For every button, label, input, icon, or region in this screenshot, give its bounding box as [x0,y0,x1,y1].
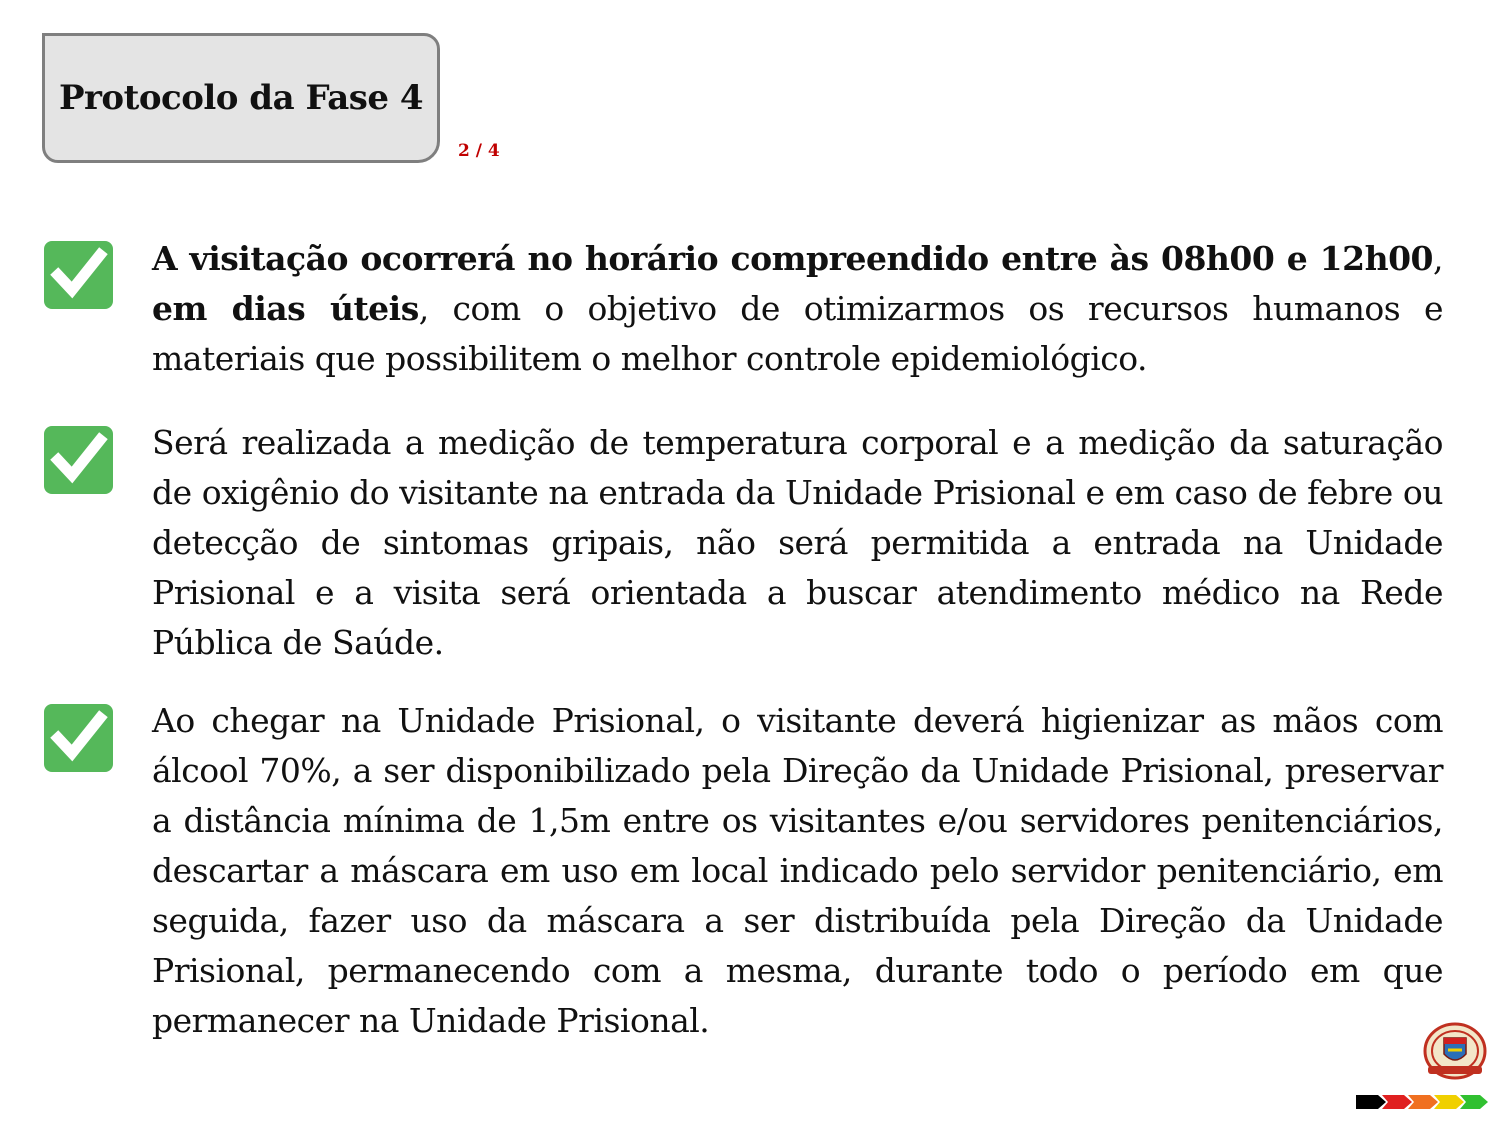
rule-bold-text: A visitação ocorrerá no horário compreendido entre às 08h00 e 12h00 [152,239,1433,278]
rule-separator: , [1433,239,1443,278]
rule-bold-text-2: em dias úteis [152,289,419,328]
rule-text: Será realizada a medição de temperatura corporal e a medição da saturação de oxigênio do visitante na entrada da Unidade Prisional e em caso de febre ou detecção de sintomas gripais, não será permitida a entrada na Unidade Prisional e a visita será orientada a buscar atendimento médico na Rede Pública de Saúde. [152,423,1443,662]
emblem-logo [1422,1020,1488,1082]
green-checkbox-icon [44,426,113,494]
rule-item-temperature-check [152,418,1443,668]
rule-text: , com o objetivo de otimizarmos os recursos humanos e materiais que possibilitem o melhor controle epidemiológico. [152,289,1443,378]
page-indicator: 2 / 4 [458,141,500,161]
rule-item-hygiene-mask [152,696,1443,1046]
page-title: Protocolo da Fase 4 [58,78,424,118]
rule-text: Ao chegar na Unidade Prisional, o visitante deverá higienizar as mãos com álcool 70%, a ser disponibilizado pela Direção da Unidade Prisional, preservar a distância mínima de 1,5m entre os visitantes e/ou servidores penitenciários, descartar a máscara em uso em local indicado pelo servidor penitenciário, em seguida, fazer uso da máscara a ser distribuída pela Direção da Unidade Prisional, permanecendo com a mesma, durante todo o período em que permanecer na Unidade Prisional. [152,701,1443,1040]
green-checkbox-icon [44,704,113,772]
phase-arrows-icon [1356,1093,1488,1111]
rule-item-visiting-hours [152,234,1443,384]
title-box [42,33,440,163]
green-checkbox-icon [44,241,113,309]
